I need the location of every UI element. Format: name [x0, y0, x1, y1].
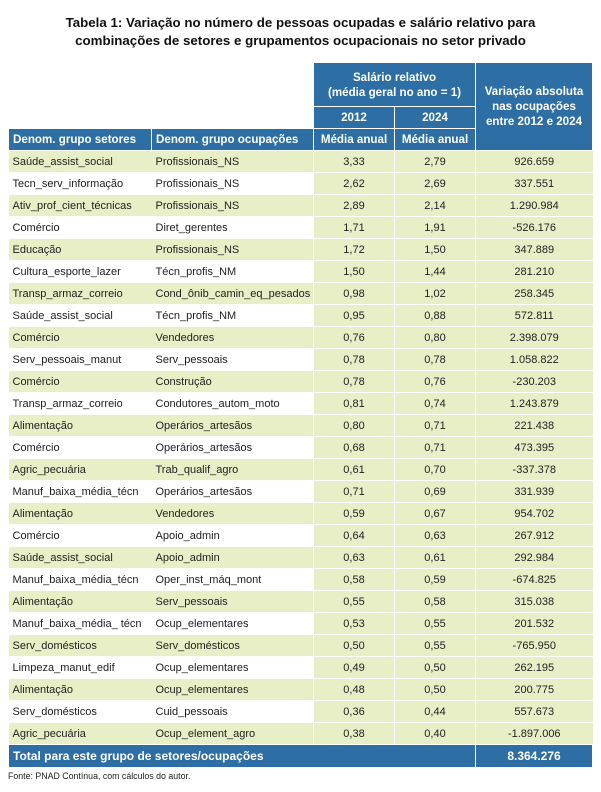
cell-variacao: 926.659	[476, 151, 593, 173]
table-row	[9, 349, 593, 371]
cell-salario-2024: 0,55	[395, 635, 476, 657]
cell-setor: Serv_domésticos	[9, 635, 152, 657]
table-row	[9, 547, 593, 569]
cell-ocupacao: Serv_pessoais	[152, 591, 314, 613]
cell-setor: Alimentação	[9, 415, 152, 437]
header-variacao-line-2: nas ocupações	[492, 100, 576, 113]
cell-salario-2024: 0,61	[395, 547, 476, 569]
cell-variacao: 954.702	[476, 503, 593, 525]
cell-salario-2012: 0,50	[314, 635, 395, 657]
table-row	[9, 525, 593, 547]
cell-ocupacao: Vendedores	[152, 327, 314, 349]
cell-salario-2012: 1,50	[314, 261, 395, 283]
cell-salario-2012: 0,63	[314, 547, 395, 569]
cell-salario-2012: 1,71	[314, 217, 395, 239]
header-variacao-line-1: Variação absoluta	[484, 85, 584, 98]
cell-ocupacao: Operários_artesãos	[152, 437, 314, 459]
table-row	[9, 283, 593, 305]
cell-salario-2012: 0,95	[314, 305, 395, 327]
cell-salario-2024: 0,67	[395, 503, 476, 525]
table-row	[9, 679, 593, 701]
cell-salario-2012: 0,81	[314, 393, 395, 415]
cell-variacao: -765.950	[476, 635, 593, 657]
cell-ocupacao: Trab_qualif_agro	[152, 459, 314, 481]
table-body	[9, 151, 593, 745]
cell-salario-2012: 0,71	[314, 481, 395, 503]
cell-salario-2012: 0,98	[314, 283, 395, 305]
cell-salario-2024: 2,79	[395, 151, 476, 173]
table-row	[9, 415, 593, 437]
cell-setor: Comércio	[9, 217, 152, 239]
cell-salario-2012: 0,38	[314, 723, 395, 745]
header-salario-line-2: (média geral no ano = 1)	[327, 85, 462, 99]
cell-ocupacao: Ocup_element_agro	[152, 723, 314, 745]
cell-salario-2012: 0,68	[314, 437, 395, 459]
cell-variacao: -674.825	[476, 569, 593, 591]
cell-setor: Comércio	[9, 437, 152, 459]
cell-ocupacao: Construção	[152, 371, 314, 393]
cell-ocupacao: Ocup_elementares	[152, 679, 314, 701]
cell-salario-2024: 0,71	[395, 415, 476, 437]
cell-salario-2024: 0,55	[395, 613, 476, 635]
cell-setor: Alimentação	[9, 503, 152, 525]
cell-salario-2024: 0,63	[395, 525, 476, 547]
cell-salario-2012: 1,72	[314, 239, 395, 261]
cell-variacao: 1.290.984	[476, 195, 593, 217]
table-row	[9, 503, 593, 525]
cell-variacao: 572.811	[476, 305, 593, 327]
total-label: Total para este grupo de setores/ocupações	[9, 745, 476, 768]
table-row	[9, 173, 593, 195]
table-row	[9, 723, 593, 745]
table-row	[9, 481, 593, 503]
table-row	[9, 393, 593, 415]
cell-setor: Saúde_assist_social	[9, 547, 152, 569]
cell-setor: Manuf_baixa_média_técn	[9, 569, 152, 591]
table-row	[9, 195, 593, 217]
cell-salario-2024: 0,70	[395, 459, 476, 481]
cell-salario-2024: 0,71	[395, 437, 476, 459]
cell-setor: Serv_domésticos	[9, 701, 152, 723]
cell-setor: Manuf_baixa_média_técn	[9, 481, 152, 503]
cell-salario-2012: 0,48	[314, 679, 395, 701]
cell-variacao: -1.897.006	[476, 723, 593, 745]
header-variacao-absoluta	[476, 63, 593, 151]
cell-setor: Agric_pecuária	[9, 723, 152, 745]
table-row	[9, 613, 593, 635]
cell-setor: Alimentação	[9, 591, 152, 613]
cell-salario-2024: 0,40	[395, 723, 476, 745]
cell-salario-2012: 0,61	[314, 459, 395, 481]
cell-variacao: 200.775	[476, 679, 593, 701]
cell-variacao: 281.210	[476, 261, 593, 283]
cell-ocupacao: Vendedores	[152, 503, 314, 525]
table-row	[9, 701, 593, 723]
cell-ocupacao: Ocup_elementares	[152, 613, 314, 635]
cell-variacao: 1.058.822	[476, 349, 593, 371]
cell-variacao: 201.532	[476, 613, 593, 635]
header-media-anual-2024: Média anual	[395, 129, 476, 151]
table-row	[9, 261, 593, 283]
table-row	[9, 437, 593, 459]
header-blank	[9, 63, 314, 107]
cell-setor: Saúde_assist_social	[9, 305, 152, 327]
header-denom-setores: Denom. grupo setores	[9, 129, 152, 151]
cell-ocupacao: Apoio_admin	[152, 525, 314, 547]
cell-setor: Saúde_assist_social	[9, 151, 152, 173]
header-year-2024: 2024	[395, 107, 476, 129]
header-blank-2	[9, 107, 314, 129]
title-line-1: Tabela 1: Variação no número de pessoas ocupadas e salário relativo para	[65, 15, 536, 30]
table-row	[9, 327, 593, 349]
cell-salario-2012: 2,89	[314, 195, 395, 217]
table-row	[9, 371, 593, 393]
cell-salario-2024: 1,44	[395, 261, 476, 283]
cell-salario-2024: 0,69	[395, 481, 476, 503]
cell-ocupacao: Técn_profis_NM	[152, 261, 314, 283]
cell-salario-2012: 0,55	[314, 591, 395, 613]
table-row	[9, 657, 593, 679]
cell-salario-2024: 0,58	[395, 591, 476, 613]
cell-salario-2024: 2,69	[395, 173, 476, 195]
cell-salario-2024: 0,50	[395, 679, 476, 701]
cell-ocupacao: Apoio_admin	[152, 547, 314, 569]
cell-variacao: -337.378	[476, 459, 593, 481]
table-row	[9, 569, 593, 591]
cell-salario-2024: 0,78	[395, 349, 476, 371]
cell-variacao: 221.438	[476, 415, 593, 437]
header-denom-ocupacoes: Denom. grupo ocupações	[152, 129, 314, 151]
cell-setor: Agric_pecuária	[9, 459, 152, 481]
cell-salario-2012: 0,78	[314, 371, 395, 393]
cell-salario-2012: 2,62	[314, 173, 395, 195]
header-variacao-line-3: entre 2012 e 2024	[485, 115, 583, 128]
cell-setor: Comércio	[9, 525, 152, 547]
cell-setor: Transp_armaz_correio	[9, 393, 152, 415]
cell-salario-2012: 3,33	[314, 151, 395, 173]
cell-salario-2024: 0,88	[395, 305, 476, 327]
cell-setor: Alimentação	[9, 679, 152, 701]
cell-ocupacao: Ocup_elementares	[152, 657, 314, 679]
cell-ocupacao: Condutores_autom_moto	[152, 393, 314, 415]
cell-salario-2012: 0,53	[314, 613, 395, 635]
table-row	[9, 305, 593, 327]
table-row	[9, 151, 593, 173]
cell-ocupacao: Cuid_pessoais	[152, 701, 314, 723]
header-media-anual-2012: Média anual	[314, 129, 395, 151]
cell-salario-2012: 0,78	[314, 349, 395, 371]
cell-salario-2012: 0,59	[314, 503, 395, 525]
cell-salario-2024: 0,50	[395, 657, 476, 679]
cell-variacao: 473.395	[476, 437, 593, 459]
cell-ocupacao: Operários_artesãos	[152, 415, 314, 437]
cell-salario-2024: 0,74	[395, 393, 476, 415]
cell-salario-2012: 0,64	[314, 525, 395, 547]
cell-salario-2024: 0,80	[395, 327, 476, 349]
cell-ocupacao: Diret_gerentes	[152, 217, 314, 239]
cell-salario-2024: 0,76	[395, 371, 476, 393]
cell-setor: Comércio	[9, 371, 152, 393]
cell-variacao: 262.195	[476, 657, 593, 679]
cell-salario-2012: 0,80	[314, 415, 395, 437]
table-row	[9, 459, 593, 481]
cell-ocupacao: Técn_profis_NM	[152, 305, 314, 327]
cell-setor: Manuf_baixa_média_ técn	[9, 613, 152, 635]
cell-setor: Ativ_prof_cient_técnicas	[9, 195, 152, 217]
cell-salario-2024: 1,50	[395, 239, 476, 261]
cell-setor: Transp_armaz_correio	[9, 283, 152, 305]
cell-variacao: -526.176	[476, 217, 593, 239]
cell-setor: Comércio	[9, 327, 152, 349]
cell-variacao: 557.673	[476, 701, 593, 723]
title-line-2: combinações de setores e grupamentos ocupacionais no setor privado	[75, 33, 526, 48]
cell-variacao: 337.551	[476, 173, 593, 195]
cell-salario-2012: 0,49	[314, 657, 395, 679]
cell-ocupacao: Serv_pessoais	[152, 349, 314, 371]
cell-variacao: 292.984	[476, 547, 593, 569]
header-year-2012: 2012	[314, 107, 395, 129]
cell-variacao: 315.038	[476, 591, 593, 613]
cell-ocupacao: Operários_artesãos	[152, 481, 314, 503]
cell-ocupacao: Serv_domésticos	[152, 635, 314, 657]
cell-ocupacao: Profissionais_NS	[152, 151, 314, 173]
cell-setor: Educação	[9, 239, 152, 261]
cell-variacao: 331.939	[476, 481, 593, 503]
table-row	[9, 239, 593, 261]
cell-ocupacao: Cond_ônib_camin_eq_pesados	[152, 283, 314, 305]
cell-variacao: 2.398.079	[476, 327, 593, 349]
cell-salario-2012: 0,36	[314, 701, 395, 723]
cell-ocupacao: Oper_inst_máq_mont	[152, 569, 314, 591]
cell-setor: Limpeza_manut_edif	[9, 657, 152, 679]
cell-ocupacao: Profissionais_NS	[152, 173, 314, 195]
source-note: Fonte: PNAD Contínua, com cálculos do autor.	[8, 771, 191, 781]
cell-salario-2012: 0,58	[314, 569, 395, 591]
table-row	[9, 635, 593, 657]
cell-salario-2024: 1,91	[395, 217, 476, 239]
total-row	[9, 745, 593, 768]
cell-ocupacao: Profissionais_NS	[152, 239, 314, 261]
table-row	[9, 217, 593, 239]
cell-variacao: 347.889	[476, 239, 593, 261]
total-value: 8.364.276	[476, 745, 593, 768]
cell-salario-2024: 0,59	[395, 569, 476, 591]
cell-ocupacao: Profissionais_NS	[152, 195, 314, 217]
table-title	[0, 14, 601, 50]
cell-variacao: 267.912	[476, 525, 593, 547]
header-salario-relativo	[314, 63, 476, 107]
cell-salario-2024: 1,02	[395, 283, 476, 305]
cell-variacao: -230.203	[476, 371, 593, 393]
cell-salario-2024: 0,44	[395, 701, 476, 723]
cell-salario-2012: 0,76	[314, 327, 395, 349]
cell-salario-2024: 2,14	[395, 195, 476, 217]
header-salario-line-1: Salário relativo	[352, 70, 437, 84]
table-row	[9, 591, 593, 613]
cell-setor: Serv_pessoais_manut	[9, 349, 152, 371]
cell-setor: Tecn_serv_informação	[9, 173, 152, 195]
data-table	[8, 62, 593, 768]
cell-variacao: 1.243.879	[476, 393, 593, 415]
cell-setor: Cultura_esporte_lazer	[9, 261, 152, 283]
cell-variacao: 258.345	[476, 283, 593, 305]
